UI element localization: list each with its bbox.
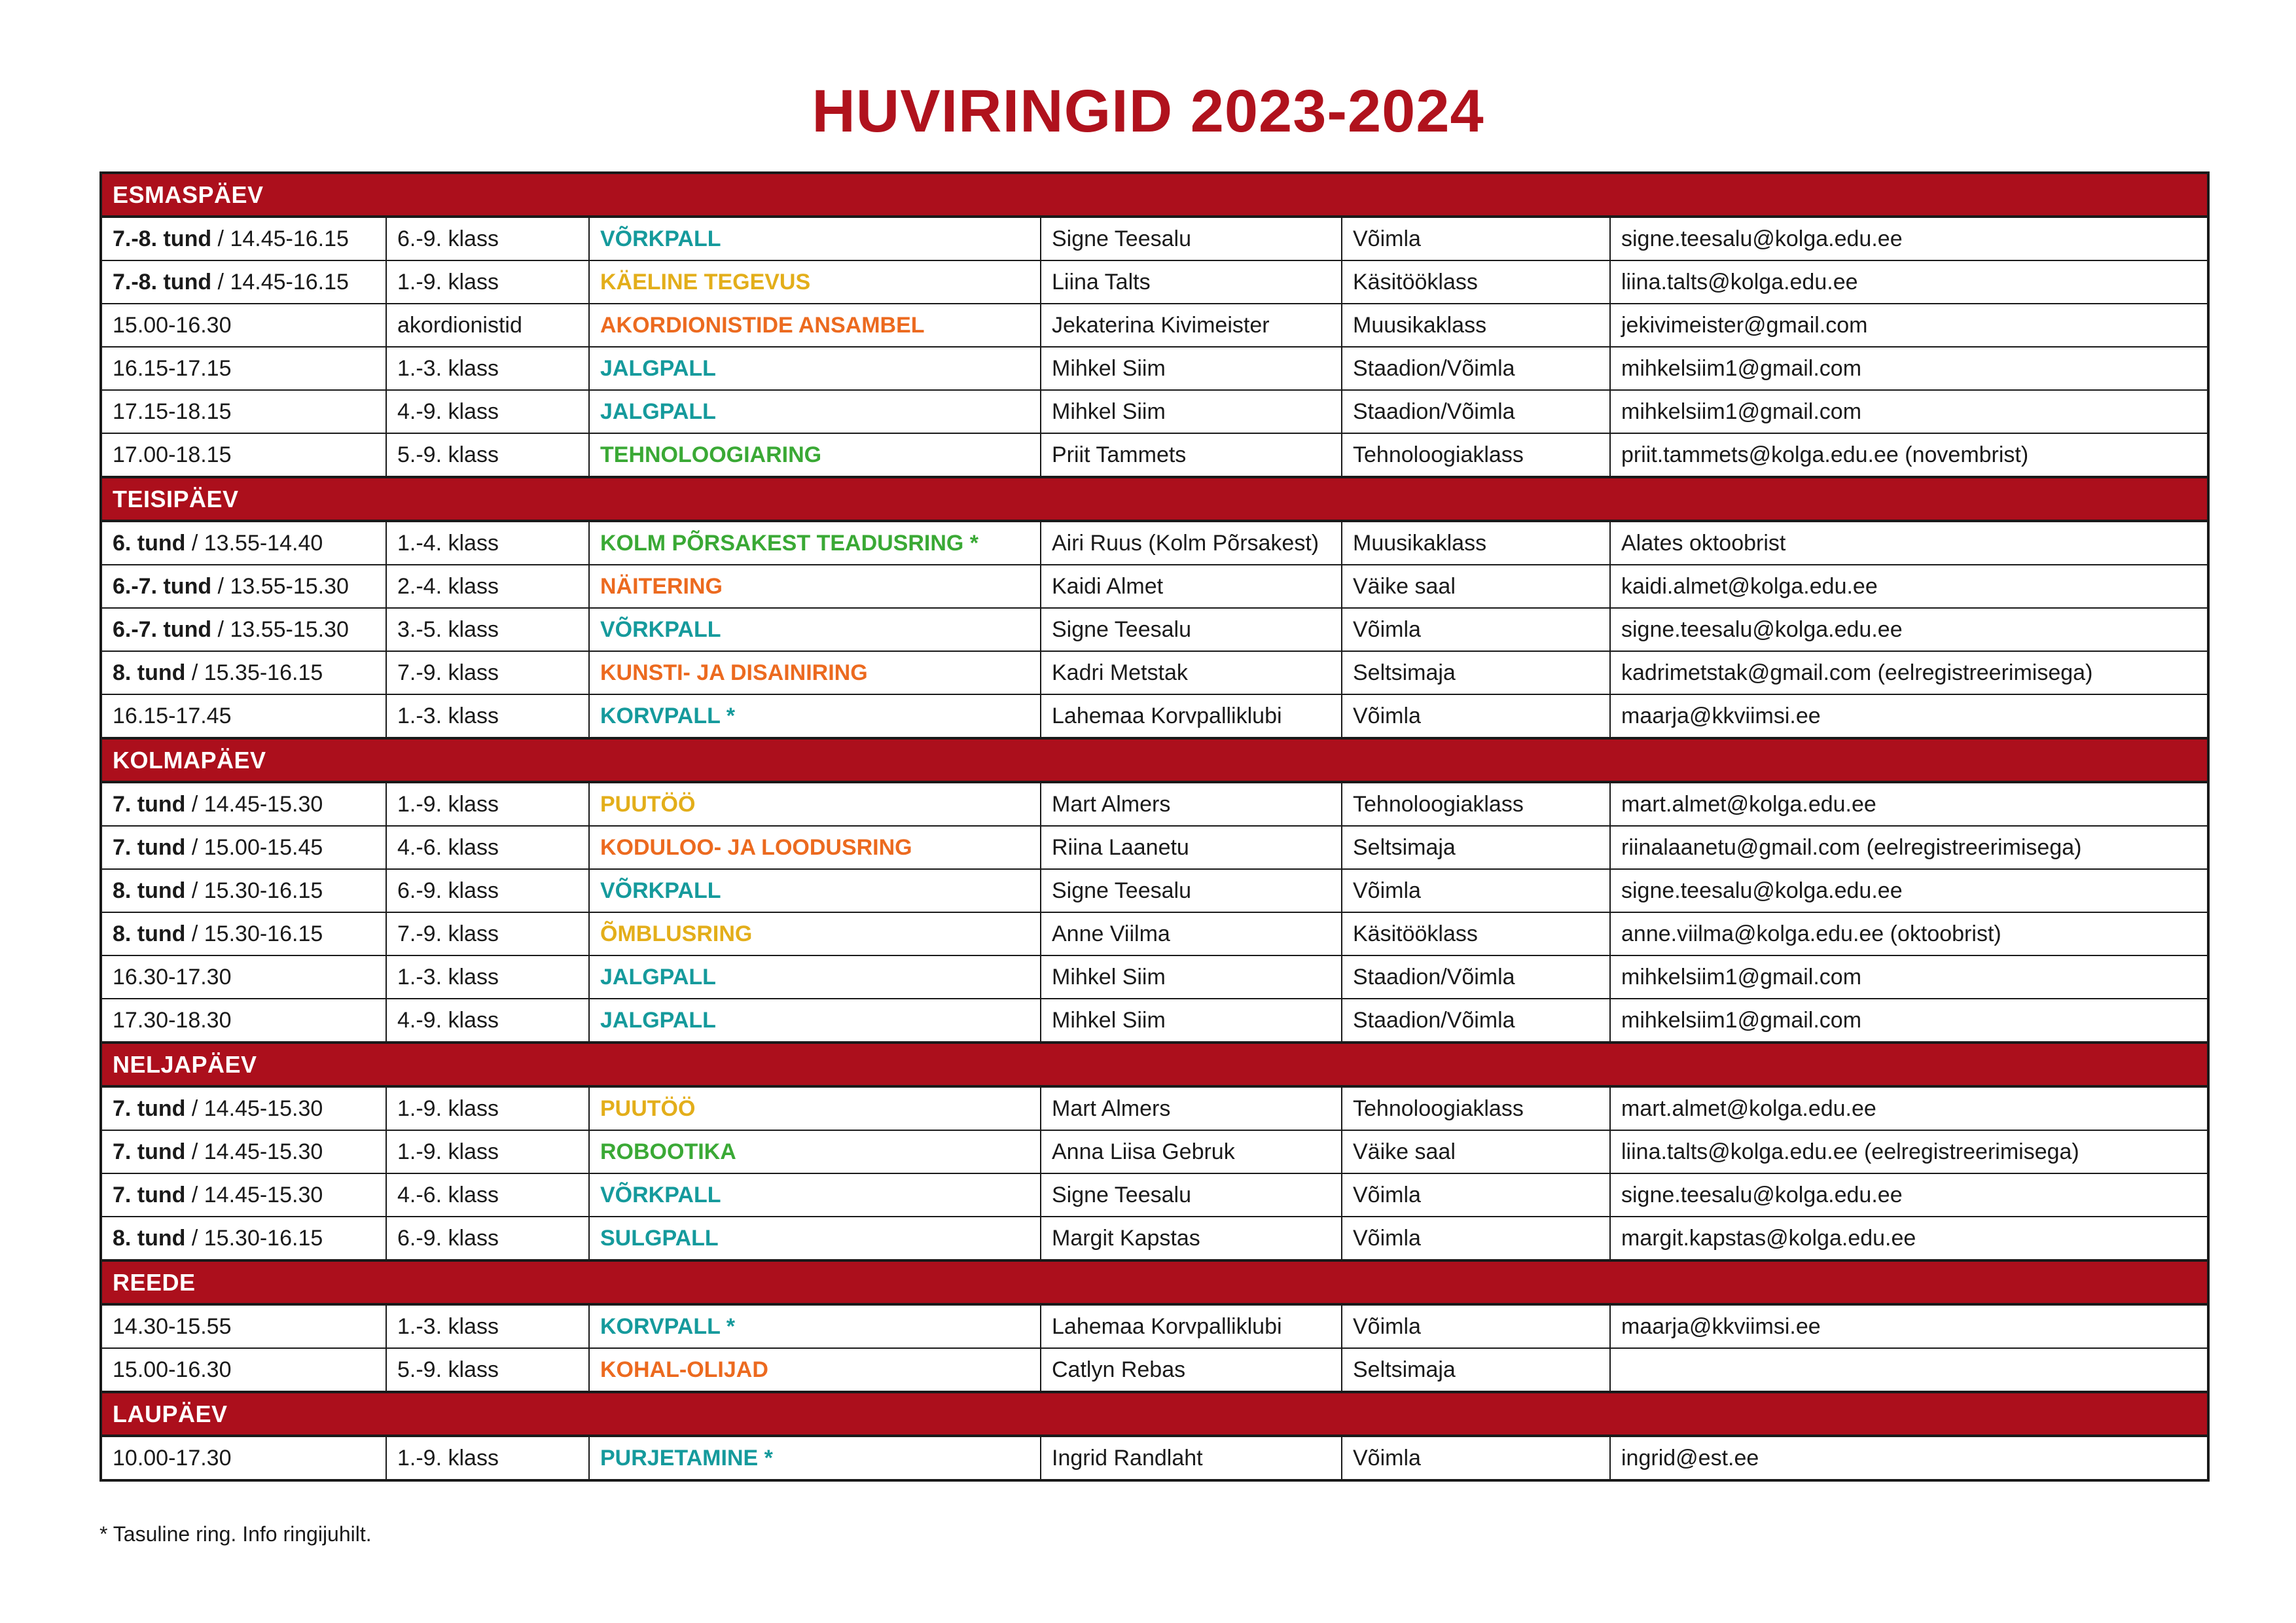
time-cell xyxy=(101,955,386,999)
contact-cell: liina.talts@kolga.edu.ee xyxy=(1610,260,2208,304)
place-cell: Staadion/Võimla xyxy=(1342,999,1610,1043)
time-range: / 13.55-15.30 xyxy=(211,573,349,599)
place-cell: Staadion/Võimla xyxy=(1342,390,1610,433)
day-header-row xyxy=(101,477,2208,521)
table-row xyxy=(101,1173,2208,1217)
time-range: 17.30-18.30 xyxy=(113,1007,232,1033)
time-cell xyxy=(101,782,386,826)
time-range: 16.30-17.30 xyxy=(113,964,232,990)
leader-cell: Ingrid Randlaht xyxy=(1041,1436,1342,1480)
table-row xyxy=(101,912,2208,955)
time-range: / 13.55-14.40 xyxy=(185,530,323,556)
time-range: / 15.30-16.15 xyxy=(185,1225,323,1251)
day-name: LAUPÄEV xyxy=(101,1392,2208,1436)
activity-cell: TEHNOLOOGIARING xyxy=(589,433,1041,477)
grade-cell: 1.-9. klass xyxy=(386,260,589,304)
contact-cell: anne.viilma@kolga.edu.ee (oktoobrist) xyxy=(1610,912,2208,955)
time-range: 16.15-17.15 xyxy=(113,355,232,381)
grade-cell: 1.-3. klass xyxy=(386,694,589,738)
time-cell xyxy=(101,304,386,347)
time-cell xyxy=(101,694,386,738)
table-row xyxy=(101,521,2208,565)
grade-cell: 5.-9. klass xyxy=(386,1348,589,1392)
grade-cell: 4.-6. klass xyxy=(386,1173,589,1217)
place-cell: Väike saal xyxy=(1342,1130,1610,1173)
place-cell: Võimla xyxy=(1342,869,1610,912)
place-cell: Tehnoloogiaklass xyxy=(1342,782,1610,826)
contact-cell: mihkelsiim1@gmail.com xyxy=(1610,955,2208,999)
leader-cell: Liina Talts xyxy=(1041,260,1342,304)
grade-cell: 6.-9. klass xyxy=(386,217,589,260)
time-cell xyxy=(101,869,386,912)
time-range: 16.15-17.45 xyxy=(113,703,232,728)
contact-cell: jekivimeister@gmail.com xyxy=(1610,304,2208,347)
place-cell: Võimla xyxy=(1342,1217,1610,1260)
lesson-number: 7. tund xyxy=(113,1096,186,1121)
time-cell xyxy=(101,347,386,390)
contact-cell: ingrid@est.ee xyxy=(1610,1436,2208,1480)
table-row xyxy=(101,869,2208,912)
activity-cell: JALGPALL xyxy=(589,390,1041,433)
activity-cell: VÕRKPALL xyxy=(589,608,1041,651)
footnote: * Tasuline ring. Info ringijuhilt. xyxy=(99,1522,372,1546)
day-header-row xyxy=(101,738,2208,782)
contact-cell: signe.teesalu@kolga.edu.ee xyxy=(1610,1173,2208,1217)
day-name: NELJAPÄEV xyxy=(101,1043,2208,1086)
time-range: 15.00-16.30 xyxy=(113,1357,232,1382)
leader-cell: Margit Kapstas xyxy=(1041,1217,1342,1260)
table-row xyxy=(101,955,2208,999)
activity-cell: PUUTÖÖ xyxy=(589,1086,1041,1130)
time-cell xyxy=(101,826,386,869)
contact-cell: signe.teesalu@kolga.edu.ee xyxy=(1610,217,2208,260)
grade-cell: 1.-3. klass xyxy=(386,1304,589,1348)
time-cell xyxy=(101,433,386,477)
leader-cell: Anna Liisa Gebruk xyxy=(1041,1130,1342,1173)
leader-cell: Mihkel Siim xyxy=(1041,999,1342,1043)
leader-cell: Signe Teesalu xyxy=(1041,1173,1342,1217)
contact-cell: riinalaanetu@gmail.com (eelregistreerimisega) xyxy=(1610,826,2208,869)
time-range: / 15.35-16.15 xyxy=(185,660,323,685)
leader-cell: Signe Teesalu xyxy=(1041,217,1342,260)
grade-cell: 4.-6. klass xyxy=(386,826,589,869)
time-cell xyxy=(101,217,386,260)
contact-cell: priit.tammets@kolga.edu.ee (novembrist) xyxy=(1610,433,2208,477)
activity-cell: PUUTÖÖ xyxy=(589,782,1041,826)
lesson-number: 7. tund xyxy=(113,1182,186,1207)
place-cell: Staadion/Võimla xyxy=(1342,347,1610,390)
table-row xyxy=(101,608,2208,651)
place-cell: Väike saal xyxy=(1342,565,1610,608)
schedule-body xyxy=(101,173,2208,1480)
lesson-number: 7. tund xyxy=(113,1139,186,1164)
grade-cell: 1.-3. klass xyxy=(386,347,589,390)
time-range: / 13.55-15.30 xyxy=(211,616,349,642)
contact-cell: signe.teesalu@kolga.edu.ee xyxy=(1610,608,2208,651)
time-cell xyxy=(101,1173,386,1217)
time-range: / 14.45-16.15 xyxy=(211,226,349,251)
activity-cell: SULGPALL xyxy=(589,1217,1041,1260)
leader-cell: Mart Almers xyxy=(1041,1086,1342,1130)
leader-cell: Mihkel Siim xyxy=(1041,955,1342,999)
place-cell: Muusikaklass xyxy=(1342,304,1610,347)
lesson-number: 8. tund xyxy=(113,878,186,903)
time-range: 17.15-18.15 xyxy=(113,399,232,424)
activity-cell: JALGPALL xyxy=(589,955,1041,999)
time-range: / 14.45-16.15 xyxy=(211,269,349,294)
place-cell: Seltsimaja xyxy=(1342,826,1610,869)
time-range: 17.00-18.15 xyxy=(113,442,232,467)
day-header-row xyxy=(101,1260,2208,1304)
lesson-number: 8. tund xyxy=(113,921,186,946)
grade-cell: 1.-3. klass xyxy=(386,955,589,999)
grade-cell: 6.-9. klass xyxy=(386,869,589,912)
contact-cell: kaidi.almet@kolga.edu.ee xyxy=(1610,565,2208,608)
day-name: ESMASPÄEV xyxy=(101,173,2208,217)
schedule-table xyxy=(99,171,2210,1482)
time-cell xyxy=(101,608,386,651)
activity-cell: VÕRKPALL xyxy=(589,217,1041,260)
place-cell: Võimla xyxy=(1342,217,1610,260)
grade-cell: 4.-9. klass xyxy=(386,390,589,433)
grade-cell: 4.-9. klass xyxy=(386,999,589,1043)
contact-cell: mihkelsiim1@gmail.com xyxy=(1610,347,2208,390)
time-cell xyxy=(101,1436,386,1480)
grade-cell: 5.-9. klass xyxy=(386,433,589,477)
place-cell: Staadion/Võimla xyxy=(1342,955,1610,999)
leader-cell: Anne Viilma xyxy=(1041,912,1342,955)
time-cell xyxy=(101,1348,386,1392)
lesson-number: 6. tund xyxy=(113,530,186,556)
table-row xyxy=(101,782,2208,826)
lesson-number: 7. tund xyxy=(113,791,186,817)
contact-cell xyxy=(1610,1348,2208,1392)
table-row xyxy=(101,1217,2208,1260)
time-cell xyxy=(101,999,386,1043)
contact-cell: maarja@kkviimsi.ee xyxy=(1610,694,2208,738)
time-range: / 15.30-16.15 xyxy=(185,921,323,946)
activity-cell: ROBOOTIKA xyxy=(589,1130,1041,1173)
table-row xyxy=(101,1086,2208,1130)
leader-cell: Signe Teesalu xyxy=(1041,869,1342,912)
time-cell xyxy=(101,521,386,565)
activity-cell: AKORDIONISTIDE ANSAMBEL xyxy=(589,304,1041,347)
contact-cell: signe.teesalu@kolga.edu.ee xyxy=(1610,869,2208,912)
place-cell: Võimla xyxy=(1342,608,1610,651)
grade-cell: 6.-9. klass xyxy=(386,1217,589,1260)
time-range: 10.00-17.30 xyxy=(113,1445,232,1471)
time-range: / 14.45-15.30 xyxy=(185,1139,323,1164)
contact-cell: Alates oktoobrist xyxy=(1610,521,2208,565)
grade-cell: 1.-4. klass xyxy=(386,521,589,565)
table-row xyxy=(101,1348,2208,1392)
activity-cell: VÕRKPALL xyxy=(589,869,1041,912)
time-cell xyxy=(101,260,386,304)
place-cell: Võimla xyxy=(1342,694,1610,738)
lesson-number: 7.-8. tund xyxy=(113,269,212,294)
leader-cell: Jekaterina Kivimeister xyxy=(1041,304,1342,347)
leader-cell: Airi Ruus (Kolm Põrsakest) xyxy=(1041,521,1342,565)
lesson-number: 8. tund xyxy=(113,1225,186,1251)
activity-cell: KOLM PÕRSAKEST TEADUSRING * xyxy=(589,521,1041,565)
day-header-row xyxy=(101,173,2208,217)
place-cell: Tehnoloogiaklass xyxy=(1342,433,1610,477)
table-row xyxy=(101,217,2208,260)
time-range: 15.00-16.30 xyxy=(113,312,232,338)
table-row xyxy=(101,260,2208,304)
day-header-row xyxy=(101,1392,2208,1436)
contact-cell: margit.kapstas@kolga.edu.ee xyxy=(1610,1217,2208,1260)
day-name: REEDE xyxy=(101,1260,2208,1304)
table-row xyxy=(101,826,2208,869)
grade-cell: 7.-9. klass xyxy=(386,912,589,955)
leader-cell: Mihkel Siim xyxy=(1041,347,1342,390)
contact-cell: mihkelsiim1@gmail.com xyxy=(1610,999,2208,1043)
table-row xyxy=(101,651,2208,694)
activity-cell: KUNSTI- JA DISAINIRING xyxy=(589,651,1041,694)
time-cell xyxy=(101,1217,386,1260)
leader-cell: Mihkel Siim xyxy=(1041,390,1342,433)
place-cell: Tehnoloogiaklass xyxy=(1342,1086,1610,1130)
lesson-number: 8. tund xyxy=(113,660,186,685)
lesson-number: 7.-8. tund xyxy=(113,226,212,251)
activity-cell: NÄITERING xyxy=(589,565,1041,608)
contact-cell: maarja@kkviimsi.ee xyxy=(1610,1304,2208,1348)
place-cell: Seltsimaja xyxy=(1342,651,1610,694)
activity-cell: JALGPALL xyxy=(589,999,1041,1043)
table-row xyxy=(101,304,2208,347)
grade-cell: akordionistid xyxy=(386,304,589,347)
grade-cell: 2.-4. klass xyxy=(386,565,589,608)
table-row xyxy=(101,1304,2208,1348)
time-cell xyxy=(101,1086,386,1130)
page-title: HUVIRINGID 2023-2024 xyxy=(812,78,1484,145)
activity-cell: PURJETAMINE * xyxy=(589,1436,1041,1480)
time-range: / 14.45-15.30 xyxy=(185,1182,323,1207)
place-cell: Seltsimaja xyxy=(1342,1348,1610,1392)
table-row xyxy=(101,1130,2208,1173)
leader-cell: Riina Laanetu xyxy=(1041,826,1342,869)
leader-cell: Kaidi Almet xyxy=(1041,565,1342,608)
activity-cell: KORVPALL * xyxy=(589,694,1041,738)
contact-cell: mart.almet@kolga.edu.ee xyxy=(1610,782,2208,826)
leader-cell: Signe Teesalu xyxy=(1041,608,1342,651)
lesson-number: 6.-7. tund xyxy=(113,616,212,642)
leader-cell: Lahemaa Korvpalliklubi xyxy=(1041,1304,1342,1348)
lesson-number: 7. tund xyxy=(113,834,186,860)
time-cell xyxy=(101,1130,386,1173)
lesson-number: 6.-7. tund xyxy=(113,573,212,599)
time-cell xyxy=(101,390,386,433)
place-cell: Muusikaklass xyxy=(1342,521,1610,565)
time-range: / 14.45-15.30 xyxy=(185,791,323,817)
leader-cell: Catlyn Rebas xyxy=(1041,1348,1342,1392)
table-row xyxy=(101,433,2208,477)
activity-cell: KÄELINE TEGEVUS xyxy=(589,260,1041,304)
contact-cell: mart.almet@kolga.edu.ee xyxy=(1610,1086,2208,1130)
leader-cell: Kadri Metstak xyxy=(1041,651,1342,694)
activity-cell: KODULOO- JA LOODUSRING xyxy=(589,826,1041,869)
table-row xyxy=(101,347,2208,390)
activity-cell: JALGPALL xyxy=(589,347,1041,390)
time-range: / 15.30-16.15 xyxy=(185,878,323,903)
leader-cell: Lahemaa Korvpalliklubi xyxy=(1041,694,1342,738)
table-row xyxy=(101,390,2208,433)
time-range: / 15.00-15.45 xyxy=(185,834,323,860)
place-cell: Võimla xyxy=(1342,1304,1610,1348)
activity-cell: ÕMBLUSRING xyxy=(589,912,1041,955)
activity-cell: KOHAL-OLIJAD xyxy=(589,1348,1041,1392)
table-row xyxy=(101,694,2208,738)
table-row xyxy=(101,565,2208,608)
time-range: / 14.45-15.30 xyxy=(185,1096,323,1121)
leader-cell: Priit Tammets xyxy=(1041,433,1342,477)
grade-cell: 1.-9. klass xyxy=(386,1086,589,1130)
day-header-row xyxy=(101,1043,2208,1086)
place-cell: Käsitööklass xyxy=(1342,912,1610,955)
grade-cell: 3.-5. klass xyxy=(386,608,589,651)
place-cell: Võimla xyxy=(1342,1173,1610,1217)
grade-cell: 1.-9. klass xyxy=(386,1130,589,1173)
time-cell xyxy=(101,1304,386,1348)
place-cell: Käsitööklass xyxy=(1342,260,1610,304)
time-cell xyxy=(101,651,386,694)
table-row xyxy=(101,999,2208,1043)
day-name: KOLMAPÄEV xyxy=(101,738,2208,782)
leader-cell: Mart Almers xyxy=(1041,782,1342,826)
time-range: 14.30-15.55 xyxy=(113,1313,232,1339)
contact-cell: mihkelsiim1@gmail.com xyxy=(1610,390,2208,433)
table-row xyxy=(101,1436,2208,1480)
grade-cell: 1.-9. klass xyxy=(386,782,589,826)
contact-cell: kadrimetstak@gmail.com (eelregistreerimisega) xyxy=(1610,651,2208,694)
contact-cell: liina.talts@kolga.edu.ee (eelregistreerimisega) xyxy=(1610,1130,2208,1173)
activity-cell: KORVPALL * xyxy=(589,1304,1041,1348)
grade-cell: 7.-9. klass xyxy=(386,651,589,694)
day-name: TEISIPÄEV xyxy=(101,477,2208,521)
time-cell xyxy=(101,912,386,955)
grade-cell: 1.-9. klass xyxy=(386,1436,589,1480)
activity-cell: VÕRKPALL xyxy=(589,1173,1041,1217)
place-cell: Võimla xyxy=(1342,1436,1610,1480)
time-cell xyxy=(101,565,386,608)
